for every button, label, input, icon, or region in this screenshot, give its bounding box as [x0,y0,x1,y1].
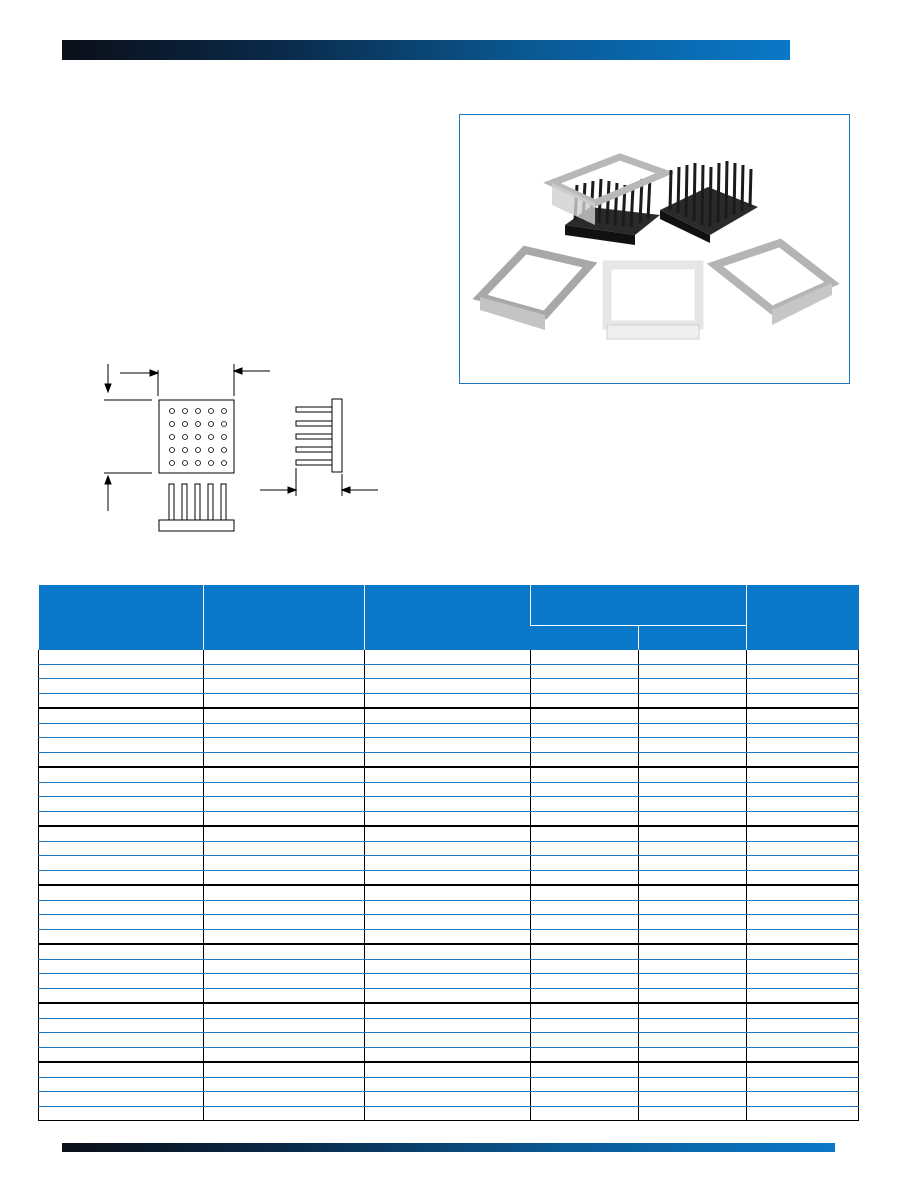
table-cell [39,693,204,708]
table-cell [639,1077,747,1092]
table-cell [639,841,747,856]
table-cell [639,974,747,989]
table-cell [204,1003,365,1018]
table-cell [531,693,639,708]
table-cell [639,900,747,915]
table-row [39,915,859,930]
table-cell [365,1077,531,1092]
table-row [39,752,859,767]
table-cell [204,811,365,826]
table-cell [39,856,204,871]
table-cell [39,1003,204,1018]
table-row [39,929,859,944]
table-cell [747,988,859,1003]
table-cell [365,738,531,753]
table-cell [747,826,859,841]
table-cell [531,708,639,723]
dimension-drawing [96,356,386,541]
table-cell [747,944,859,959]
table-cell [639,826,747,841]
table-cell [39,723,204,738]
table-cell [39,782,204,797]
table-cell [39,752,204,767]
table-cell [365,929,531,944]
table-cell [531,959,639,974]
table-cell [747,929,859,944]
table-cell [639,959,747,974]
table-cell [531,1077,639,1092]
table-cell [639,708,747,723]
table-cell [204,900,365,915]
table-cell [39,974,204,989]
table-cell [365,988,531,1003]
table-cell [204,664,365,679]
table-cell [204,959,365,974]
table-cell [639,1003,747,1018]
table-cell [365,782,531,797]
table-cell [531,767,639,782]
table-cell [639,1106,747,1121]
table-cell [39,885,204,900]
table-cell [531,1106,639,1121]
table-cell [365,885,531,900]
table-row [39,767,859,782]
table-cell [365,723,531,738]
table-cell [365,915,531,930]
table-cell [531,900,639,915]
table-cell [365,841,531,856]
table-cell [747,1018,859,1033]
table-cell [204,826,365,841]
table-cell [639,944,747,959]
table-cell [39,1018,204,1033]
column-header-2 [204,585,365,650]
table-cell [204,767,365,782]
table-cell [39,929,204,944]
table-row [39,870,859,885]
table-cell [531,915,639,930]
table-cell [204,782,365,797]
table-cell [531,1092,639,1107]
table-cell [639,738,747,753]
table-row [39,811,859,826]
table-cell [39,767,204,782]
table-cell [39,988,204,1003]
table-cell [39,900,204,915]
table-cell [639,650,747,664]
table-cell [39,826,204,841]
table-cell [531,752,639,767]
table-cell [204,797,365,812]
table-cell [204,1092,365,1107]
table-cell [204,1047,365,1062]
bottom-footer-bar [62,1143,835,1152]
table-cell [639,811,747,826]
table-row [39,723,859,738]
table-cell [365,900,531,915]
table-cell [531,738,639,753]
table-row [39,679,859,694]
table-cell [365,1062,531,1077]
table-cell [204,1033,365,1048]
table-body [39,650,859,1121]
table-cell [531,650,639,664]
table-cell [747,870,859,885]
table-cell [639,915,747,930]
table-row [39,1047,859,1062]
table-cell [365,650,531,664]
table-cell [747,708,859,723]
table-cell [204,679,365,694]
table-row [39,650,859,664]
table-cell [204,974,365,989]
table-cell [39,679,204,694]
table-cell [204,752,365,767]
table-cell [365,1033,531,1048]
table-cell [639,885,747,900]
table-cell [747,738,859,753]
table-cell [365,856,531,871]
table-cell [204,885,365,900]
pin-fin-heat-sink-dimension-drawing-icon [96,356,386,536]
table-cell [39,915,204,930]
table-cell [531,974,639,989]
heat-sink-with-clip-left [552,157,665,245]
table-cell [747,1033,859,1048]
table-cell [204,693,365,708]
table-cell [39,944,204,959]
table-cell [365,944,531,959]
table-cell [531,797,639,812]
table-cell [531,870,639,885]
table-cell [531,1033,639,1048]
table-cell [204,650,365,664]
table-cell [531,841,639,856]
table-cell [639,929,747,944]
table-cell [365,664,531,679]
table-cell [639,752,747,767]
table-cell [747,841,859,856]
clip-frame-center [607,265,699,325]
table-cell [639,693,747,708]
table-cell [747,723,859,738]
table-cell [39,738,204,753]
table-cell [747,693,859,708]
table-cell [747,782,859,797]
table-cell [204,856,365,871]
table-row [39,664,859,679]
table-cell [639,1062,747,1077]
table-cell [531,1062,639,1077]
table-cell [747,811,859,826]
column-header-4-group [531,585,747,626]
table-cell [365,826,531,841]
table-cell [39,1033,204,1048]
table-cell [747,1092,859,1107]
table-cell [747,900,859,915]
table-cell [204,708,365,723]
product-photo-frame [459,114,850,384]
table-cell [39,1047,204,1062]
table-cell [39,811,204,826]
table-cell [365,959,531,974]
table-cell [639,1047,747,1062]
table-row [39,738,859,753]
table-cell [365,767,531,782]
table-cell [365,974,531,989]
table-cell [531,856,639,871]
table-row [39,1003,859,1018]
table-cell [39,1062,204,1077]
table-row [39,959,859,974]
table-cell [365,1106,531,1121]
table-cell [39,841,204,856]
table-cell [639,723,747,738]
table-cell [365,1018,531,1033]
table-cell [747,974,859,989]
table-row [39,885,859,900]
column-header-1 [39,585,204,650]
table-row [39,826,859,841]
table-cell [204,929,365,944]
table-cell [639,1092,747,1107]
table-cell [204,915,365,930]
table-cell [204,1106,365,1121]
table-cell [204,1062,365,1077]
table-cell [639,856,747,871]
table-cell [365,1047,531,1062]
table-row [39,1106,859,1121]
table-cell [204,944,365,959]
table-row [39,944,859,959]
table-cell [39,959,204,974]
table-row [39,1062,859,1077]
table-cell [531,944,639,959]
table-cell [531,1003,639,1018]
table-cell [204,988,365,1003]
table-cell [747,752,859,767]
table-row [39,1092,859,1107]
table-row [39,797,859,812]
subcolumn-header-2 [639,626,747,651]
table-cell [747,1106,859,1121]
table-row [39,708,859,723]
table-cell [747,856,859,871]
table-cell [531,885,639,900]
table-row [39,974,859,989]
table-row [39,856,859,871]
table-cell [39,1092,204,1107]
table-cell [531,679,639,694]
table-cell [204,723,365,738]
table-cell [365,1092,531,1107]
table-cell [531,929,639,944]
table-row [39,1018,859,1033]
table-cell [365,752,531,767]
table-cell [365,1003,531,1018]
table-cell [747,915,859,930]
table-cell [365,797,531,812]
table-cell [639,988,747,1003]
table-cell [747,679,859,694]
table-cell [365,679,531,694]
table-cell [365,870,531,885]
table-cell [365,811,531,826]
table-cell [747,767,859,782]
table-cell [39,664,204,679]
spec-table [38,585,859,1121]
table-cell [747,1047,859,1062]
table-cell [747,885,859,900]
table-cell [747,1062,859,1077]
table-cell [747,959,859,974]
table-cell [639,870,747,885]
table-cell [639,1018,747,1033]
table-cell [747,1003,859,1018]
table-cell [747,797,859,812]
table-cell [639,782,747,797]
table-cell [639,767,747,782]
table-cell [531,811,639,826]
table-cell [531,664,639,679]
table-cell [747,1077,859,1092]
table-cell [39,708,204,723]
subcolumn-header-1 [531,626,639,651]
table-cell [39,870,204,885]
column-header-3 [365,585,531,650]
table-cell [531,988,639,1003]
table-cell [531,1047,639,1062]
table-cell [204,738,365,753]
table-cell [639,1033,747,1048]
table-cell [204,841,365,856]
heat-sink-right [660,161,758,243]
table-row [39,782,859,797]
table-row [39,693,859,708]
table-cell [204,1018,365,1033]
table-cell [747,664,859,679]
table-row [39,988,859,1003]
table-cell [747,650,859,664]
top-header-bar [62,40,790,60]
table-cell [365,708,531,723]
column-header-6 [747,585,859,650]
table-cell [204,1077,365,1092]
table-cell [531,723,639,738]
table-cell [639,679,747,694]
table-cell [39,1106,204,1121]
table-cell [531,826,639,841]
table-row [39,1033,859,1048]
table-cell [39,650,204,664]
table-cell [639,664,747,679]
table-row [39,841,859,856]
table-cell [39,1077,204,1092]
table-cell [204,870,365,885]
heat-sink-clips-photo-icon [460,115,851,385]
table-cell [365,693,531,708]
table-cell [39,797,204,812]
table-row [39,1077,859,1092]
table-cell [531,782,639,797]
table-cell [639,797,747,812]
table-cell [531,1018,639,1033]
table-row [39,900,859,915]
